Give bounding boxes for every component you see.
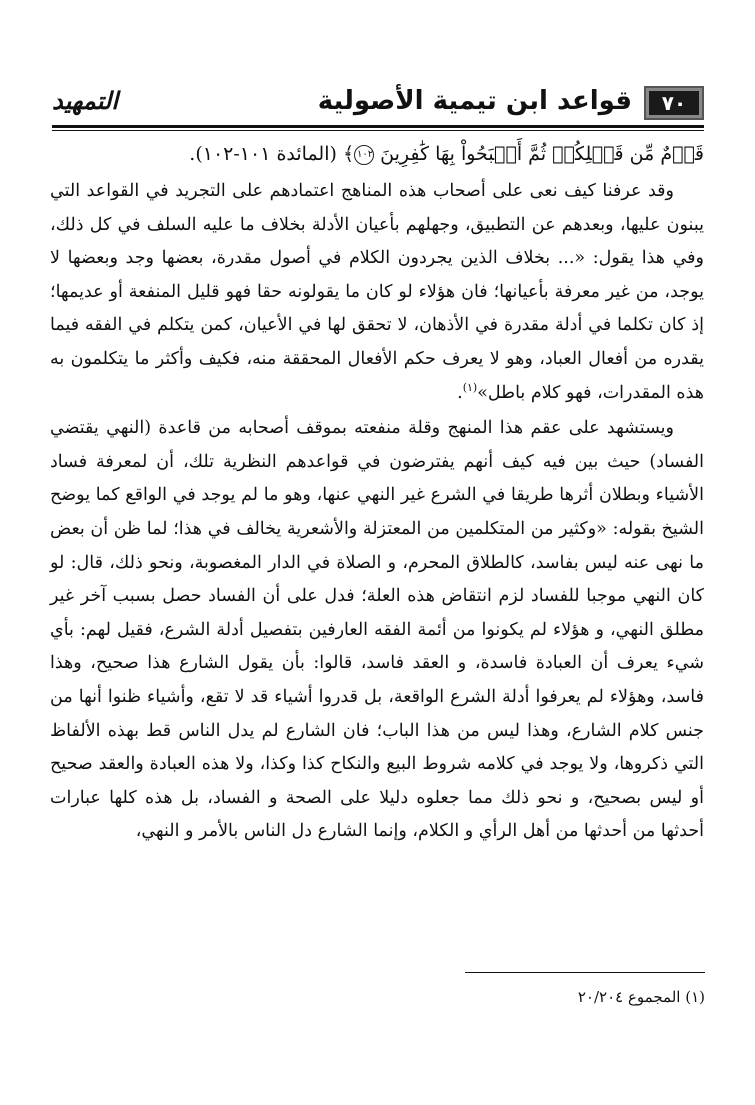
quran-text: قَوۡمٌ مِّن قَبۡلِكُمۡ ثُمَّ أَصۡبَحُواْ بِهَا كَٰفِرِينَ: [380, 143, 704, 165]
paragraph-1-text: وقد عرفنا كيف نعى على أصحاب هذه المناهج اعتمادهم على التجريد في القواعد التي يبنون عليها، وبعدهم عن التطبيق، وجهلهم بأعيان الأدلة بخلاف ما عليه السلف في كل ذلك، وفي هذا يقول: «... بخلاف الذين يجردون الكلام في أصول مقدرة، بعضها وجد وبعضها لا يوجد، من غير معرفة بأعيانها؛ فان هؤلاء لو كان ما يقولونه حقا فهو قليل المنفعة أو عديمها؛ إذ كان تكلما في أدلة مقدرة في الأذهان، لا تحقق لها في الأعيان، كمن يتكلم في الفقه فيما يقدره من أفعال العباد، وهو لا يعرف حكم الأفعال المحققة منه، فكيف وأكثر ما يتكلمون به هذه المقدرات، فهو كلام باطل»: [50, 181, 704, 403]
journal-logo: التمهيد: [52, 86, 118, 115]
paragraph-1-end: .: [457, 382, 463, 403]
footnote-reference[interactable]: (١): [462, 380, 478, 394]
header-rule: [52, 125, 704, 128]
footnote-rule: [465, 972, 705, 973]
book-title: قواعد ابن تيمية الأصولية: [317, 86, 632, 116]
ayah-number-mark: ١٠٢: [354, 145, 374, 165]
paragraph-2: [50, 412, 704, 849]
page-header: [52, 84, 704, 128]
footnote: (١) المجموع ٢٠/٢٠٤: [577, 988, 705, 1006]
quran-reference: (المائدة ١٠١-١٠٢).: [189, 143, 337, 165]
page-number: ٧٠: [644, 86, 704, 120]
quran-verse-line: قَوۡمٌ مِّن قَبۡلِكُمۡ ثُمَّ أَصۡبَحُواْ بِهَا كَٰفِرِينَ ١٠٢﴾ (المائدة ١٠١-١٠٢).: [189, 143, 704, 165]
paragraph-1: [50, 175, 704, 410]
paragraph-2-text: ويستشهد على عقم هذا المنهج وقلة منفعته بموقف أصحابه من قاعدة (النهي يقتضي الفساد) حيث بين فيه كيف أنهم يفترضون في قواعدهم النظرية تلك، أن لمعرفة فساد الأشياء وبطلان أثرها طريقا في الشرع غير النهي عنها، وهو ما لم يوجد في الواقع كما يوضح الشيخ بقوله: «وكثير من المتكلمين من المعتزلة والأشعرية يخالف في هذا؛ لما ظن أن بعض ما نهى عنه ليس بفاسد، كالطلاق المحرم، و الصلاة في الدار المغصوبة، ونحو ذلك، قال: لو كان النهي موجبا للفساد لزم انتقاض هذه العلة؛ فدل على أن الفساد حصل بسبب آخر غير مطلق النهي، و هؤلاء لم يكونوا من أئمة الفقه العارفين بتفصيل أدلة الشرع، فقيل لهم: بأي شيء يعرف أن العبادة فاسدة، و العقد فاسد، قالوا: بأن يقول الشارع هذا صحيح، وهذا فاسد، وهؤلاء لم يعرفوا أدلة الشرع الواقعة، بل قدروا أشياء قد لا تقع، وأشياء ظنوا أنها من جنس كلام الشارع، وهذا ليس من هذا الباب؛ فان الشارع لم يدل الناس قط بهذه الألفاظ التي ذكروها، ولا يوجد في كلامه شروط البيع والنكاح كذا وكذا، ولا هذه العبادة والعقد صحيح أو ليس بصحيح، و نحو ذلك مما جعلوه دليلا على الصحة و الفساد، بل هذه كلها عبارات أحدثها من أحدثها من أهل الرأي و الكلام، وإنما الشارع دل الناس بالأمر و النهي،: [50, 418, 704, 842]
body-text: [50, 135, 704, 849]
